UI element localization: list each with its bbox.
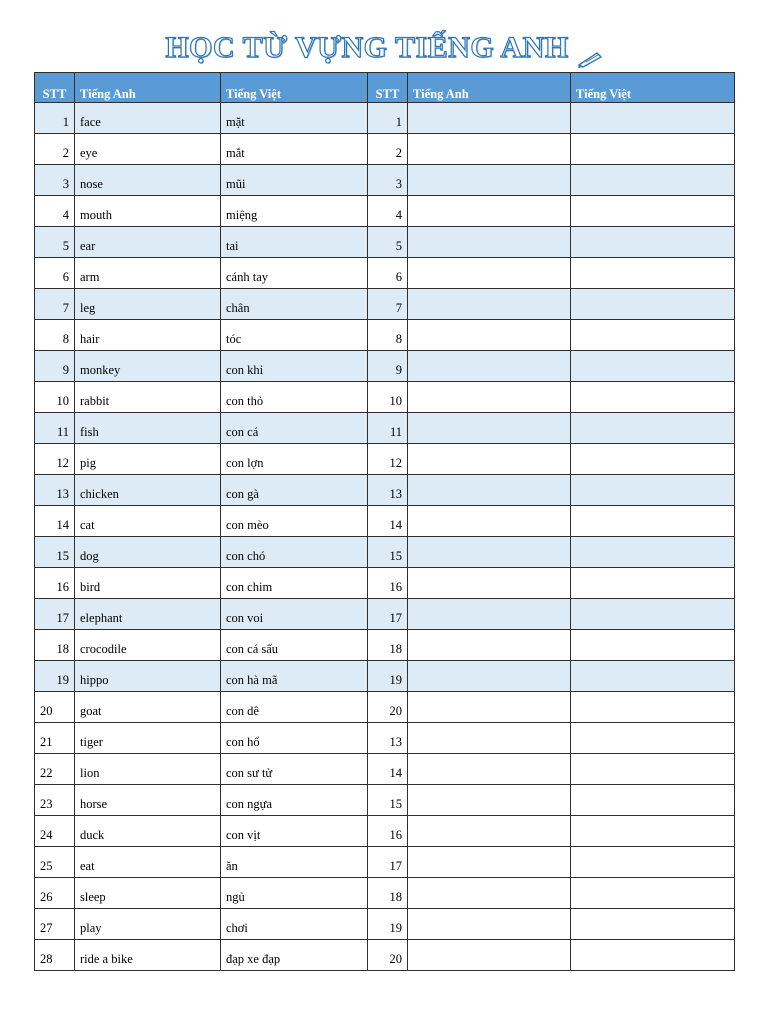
cell-stt: 14 [35, 506, 75, 537]
cell-english-2 [408, 878, 571, 909]
cell-vietnamese: con khỉ [221, 351, 368, 382]
cell-english-2 [408, 537, 571, 568]
page-title-text: HỌC TỪ VỰNG TIẾNG ANH [165, 31, 569, 64]
table-row [35, 196, 735, 227]
cell-vietnamese: con chim [221, 568, 368, 599]
header-stt-2: STT [368, 73, 408, 103]
table-row [35, 909, 735, 940]
table-row [35, 599, 735, 630]
cell-stt: 5 [35, 227, 75, 258]
table-row [35, 258, 735, 289]
cell-stt-2: 17 [368, 847, 408, 878]
table-row [35, 723, 735, 754]
cell-vietnamese: con gà [221, 475, 368, 506]
cell-vietnamese: con ngựa [221, 785, 368, 816]
cell-vietnamese-2 [571, 320, 735, 351]
header-vietnamese: Tiếng Việt [221, 73, 368, 103]
cell-english: arm [75, 258, 221, 289]
cell-vietnamese: tóc [221, 320, 368, 351]
cell-stt: 17 [35, 599, 75, 630]
cell-vietnamese-2 [571, 196, 735, 227]
table-header-row [35, 73, 735, 103]
table-row [35, 661, 735, 692]
cell-english-2 [408, 568, 571, 599]
cell-vietnamese: con dê [221, 692, 368, 723]
cell-english-2 [408, 754, 571, 785]
cell-stt: 16 [35, 568, 75, 599]
cell-stt-2: 16 [368, 816, 408, 847]
cell-stt: 9 [35, 351, 75, 382]
cell-stt-2: 19 [368, 909, 408, 940]
cell-vietnamese: con voi [221, 599, 368, 630]
cell-stt-2: 5 [368, 227, 408, 258]
cell-stt: 22 [35, 754, 75, 785]
table-row [35, 754, 735, 785]
table-row [35, 537, 735, 568]
cell-stt: 18 [35, 630, 75, 661]
cell-stt-2: 3 [368, 165, 408, 196]
cell-stt: 11 [35, 413, 75, 444]
cell-vietnamese-2 [571, 351, 735, 382]
cell-stt-2: 12 [368, 444, 408, 475]
cell-vietnamese-2 [571, 444, 735, 475]
cell-vietnamese: con hổ [221, 723, 368, 754]
cell-vietnamese-2 [571, 506, 735, 537]
cell-vietnamese-2 [571, 382, 735, 413]
cell-english: lion [75, 754, 221, 785]
cell-vietnamese-2 [571, 785, 735, 816]
cell-vietnamese-2 [571, 413, 735, 444]
cell-vietnamese-2 [571, 475, 735, 506]
cell-vietnamese: con lợn [221, 444, 368, 475]
cell-stt: 15 [35, 537, 75, 568]
cell-vietnamese-2 [571, 723, 735, 754]
cell-english-2 [408, 382, 571, 413]
table-row [35, 692, 735, 723]
cell-english-2 [408, 506, 571, 537]
table-row [35, 568, 735, 599]
cell-vietnamese-2 [571, 599, 735, 630]
cell-english-2 [408, 785, 571, 816]
cell-stt-2: 13 [368, 723, 408, 754]
page-title [0, 28, 768, 68]
table-row [35, 320, 735, 351]
cell-english-2 [408, 258, 571, 289]
cell-english-2 [408, 692, 571, 723]
cell-english-2 [408, 630, 571, 661]
cell-english-2 [408, 909, 571, 940]
table-row [35, 103, 735, 134]
cell-vietnamese-2 [571, 134, 735, 165]
cell-vietnamese-2 [571, 258, 735, 289]
cell-english: leg [75, 289, 221, 320]
cell-stt: 27 [35, 909, 75, 940]
cell-vietnamese: cánh tay [221, 258, 368, 289]
cell-stt-2: 19 [368, 661, 408, 692]
cell-english: nose [75, 165, 221, 196]
cell-stt: 3 [35, 165, 75, 196]
cell-stt: 8 [35, 320, 75, 351]
cell-english-2 [408, 599, 571, 630]
cell-stt-2: 9 [368, 351, 408, 382]
header-vietnamese-2: Tiếng Việt [571, 73, 735, 103]
cell-stt-2: 1 [368, 103, 408, 134]
cell-english: tiger [75, 723, 221, 754]
cell-vietnamese: con vịt [221, 816, 368, 847]
cell-english-2 [408, 227, 571, 258]
vocabulary-table [34, 72, 735, 971]
cell-stt: 7 [35, 289, 75, 320]
cell-english-2 [408, 940, 571, 971]
cell-english-2 [408, 723, 571, 754]
cell-english: elephant [75, 599, 221, 630]
table-row [35, 816, 735, 847]
cell-english-2 [408, 816, 571, 847]
cell-english-2 [408, 847, 571, 878]
cell-english: ear [75, 227, 221, 258]
table-row [35, 413, 735, 444]
cell-stt-2: 14 [368, 506, 408, 537]
cell-vietnamese-2 [571, 940, 735, 971]
cell-stt: 24 [35, 816, 75, 847]
cell-stt: 4 [35, 196, 75, 227]
cell-english: horse [75, 785, 221, 816]
header-stt: STT [35, 73, 75, 103]
cell-vietnamese: mặt [221, 103, 368, 134]
cell-stt-2: 11 [368, 413, 408, 444]
cell-english-2 [408, 320, 571, 351]
cell-english-2 [408, 134, 571, 165]
cell-english: mouth [75, 196, 221, 227]
cell-vietnamese-2 [571, 878, 735, 909]
cell-stt-2: 20 [368, 692, 408, 723]
cell-english-2 [408, 103, 571, 134]
cell-vietnamese-2 [571, 661, 735, 692]
header-english: Tiếng Anh [75, 73, 221, 103]
cell-vietnamese: con thỏ [221, 382, 368, 413]
pencil-icon [577, 40, 603, 60]
cell-english: sleep [75, 878, 221, 909]
cell-stt-2: 18 [368, 878, 408, 909]
cell-english-2 [408, 661, 571, 692]
cell-stt-2: 15 [368, 537, 408, 568]
table-row [35, 351, 735, 382]
cell-english-2 [408, 444, 571, 475]
table-row [35, 940, 735, 971]
cell-stt-2: 4 [368, 196, 408, 227]
cell-vietnamese: đạp xe đạp [221, 940, 368, 971]
cell-vietnamese: chơi [221, 909, 368, 940]
cell-vietnamese-2 [571, 909, 735, 940]
table-row [35, 878, 735, 909]
cell-english: duck [75, 816, 221, 847]
cell-stt-2: 15 [368, 785, 408, 816]
cell-english: pig [75, 444, 221, 475]
cell-vietnamese-2 [571, 537, 735, 568]
cell-english-2 [408, 351, 571, 382]
cell-stt: 21 [35, 723, 75, 754]
table-row [35, 785, 735, 816]
cell-vietnamese-2 [571, 289, 735, 320]
table-row [35, 475, 735, 506]
cell-stt-2: 16 [368, 568, 408, 599]
cell-stt: 6 [35, 258, 75, 289]
cell-stt-2: 20 [368, 940, 408, 971]
cell-english: hippo [75, 661, 221, 692]
cell-stt-2: 8 [368, 320, 408, 351]
cell-vietnamese-2 [571, 754, 735, 785]
cell-stt: 25 [35, 847, 75, 878]
table-row [35, 165, 735, 196]
header-english-2: Tiếng Anh [408, 73, 571, 103]
cell-english: hair [75, 320, 221, 351]
cell-english: monkey [75, 351, 221, 382]
cell-english-2 [408, 289, 571, 320]
cell-english: face [75, 103, 221, 134]
cell-english-2 [408, 165, 571, 196]
cell-vietnamese: con cá [221, 413, 368, 444]
table-row [35, 630, 735, 661]
cell-stt-2: 10 [368, 382, 408, 413]
cell-stt: 12 [35, 444, 75, 475]
cell-stt: 2 [35, 134, 75, 165]
cell-stt-2: 14 [368, 754, 408, 785]
cell-vietnamese-2 [571, 103, 735, 134]
cell-vietnamese: mũi [221, 165, 368, 196]
table-row [35, 382, 735, 413]
cell-english: ride a bike [75, 940, 221, 971]
cell-english: bird [75, 568, 221, 599]
cell-stt-2: 7 [368, 289, 408, 320]
table-row [35, 227, 735, 258]
cell-english: rabbit [75, 382, 221, 413]
cell-english: eye [75, 134, 221, 165]
cell-vietnamese-2 [571, 227, 735, 258]
cell-vietnamese-2 [571, 816, 735, 847]
table-row [35, 444, 735, 475]
cell-stt-2: 6 [368, 258, 408, 289]
cell-vietnamese: con hà mã [221, 661, 368, 692]
cell-stt: 26 [35, 878, 75, 909]
cell-stt-2: 18 [368, 630, 408, 661]
cell-vietnamese: ngủ [221, 878, 368, 909]
cell-english: chicken [75, 475, 221, 506]
cell-english: crocodile [75, 630, 221, 661]
cell-vietnamese-2 [571, 165, 735, 196]
table-row [35, 134, 735, 165]
cell-english-2 [408, 413, 571, 444]
cell-stt-2: 13 [368, 475, 408, 506]
cell-vietnamese: ăn [221, 847, 368, 878]
cell-english: dog [75, 537, 221, 568]
cell-vietnamese: miệng [221, 196, 368, 227]
cell-vietnamese: con mèo [221, 506, 368, 537]
cell-vietnamese: con sư tử [221, 754, 368, 785]
table-row [35, 847, 735, 878]
cell-vietnamese-2 [571, 847, 735, 878]
cell-vietnamese-2 [571, 692, 735, 723]
cell-vietnamese: con cá sấu [221, 630, 368, 661]
cell-stt: 23 [35, 785, 75, 816]
cell-stt: 13 [35, 475, 75, 506]
cell-vietnamese: con chó [221, 537, 368, 568]
cell-stt: 19 [35, 661, 75, 692]
cell-english: goat [75, 692, 221, 723]
cell-vietnamese: chân [221, 289, 368, 320]
cell-english-2 [408, 475, 571, 506]
cell-stt-2: 17 [368, 599, 408, 630]
cell-english: eat [75, 847, 221, 878]
cell-vietnamese: mắt [221, 134, 368, 165]
cell-english: fish [75, 413, 221, 444]
cell-vietnamese: tai [221, 227, 368, 258]
cell-stt: 20 [35, 692, 75, 723]
cell-stt: 28 [35, 940, 75, 971]
cell-vietnamese-2 [571, 630, 735, 661]
cell-english-2 [408, 196, 571, 227]
cell-stt: 1 [35, 103, 75, 134]
table-row [35, 506, 735, 537]
table-row [35, 289, 735, 320]
cell-english: cat [75, 506, 221, 537]
cell-stt-2: 2 [368, 134, 408, 165]
cell-english: play [75, 909, 221, 940]
cell-vietnamese-2 [571, 568, 735, 599]
cell-stt: 10 [35, 382, 75, 413]
